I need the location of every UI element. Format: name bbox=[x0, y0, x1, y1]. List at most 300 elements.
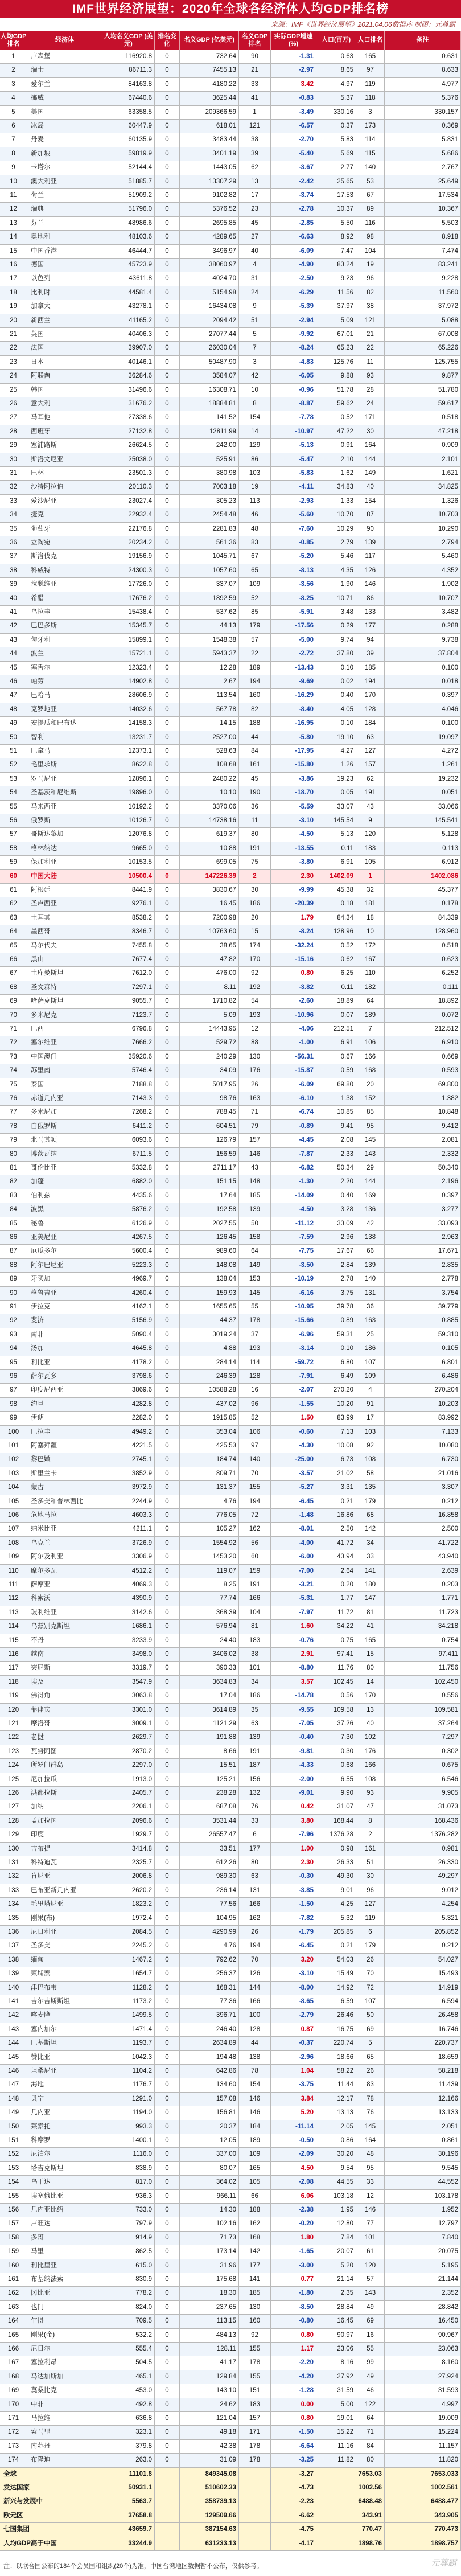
table-cell: 236.14 bbox=[180, 1884, 239, 1898]
economy-name: 哥斯达黎加 bbox=[27, 828, 102, 842]
table-cell: -2.38 bbox=[271, 2204, 316, 2217]
table-cell: 106 bbox=[356, 1036, 385, 1050]
table-row bbox=[0, 675, 461, 689]
table-cell: 100 bbox=[239, 2009, 271, 2023]
table-cell: 0 bbox=[155, 1342, 180, 1356]
table-cell: 3726.9 bbox=[102, 1537, 155, 1550]
table-cell: 4024.70 bbox=[180, 272, 239, 286]
table-cell: 0.11 bbox=[316, 981, 356, 995]
table-cell: 0.178 bbox=[385, 897, 461, 911]
table-cell: 6 bbox=[356, 1926, 385, 1939]
economy-name: 哈萨克斯坦 bbox=[27, 995, 102, 1008]
table-cell: 2.639 bbox=[385, 1565, 461, 1578]
table-cell: 3142.6 bbox=[102, 1606, 155, 1620]
table-cell: 0 bbox=[155, 1120, 180, 1134]
table-cell: 6126.9 bbox=[102, 1217, 155, 1231]
table-cell: 1499.5 bbox=[102, 2009, 155, 2023]
table-cell: 5.503 bbox=[385, 217, 461, 231]
table-cell: 4180.22 bbox=[180, 78, 239, 92]
table-cell: 0 bbox=[155, 745, 180, 758]
table-cell: 80.07 bbox=[180, 2162, 239, 2176]
economy-name: 斐济 bbox=[27, 1314, 102, 1328]
table-cell: 102.45 bbox=[316, 1676, 356, 1689]
table-cell: 0 bbox=[155, 1231, 180, 1245]
table-cell: 862.5 bbox=[102, 2245, 155, 2259]
table-cell: 2.67 bbox=[180, 675, 239, 689]
economy-name: 爱沙尼亚 bbox=[27, 495, 102, 508]
table-cell: -7.96 bbox=[271, 1828, 316, 1842]
table-cell: 2245.2 bbox=[102, 1939, 155, 1953]
table-cell: 0 bbox=[155, 717, 180, 731]
table-cell: 51885.7 bbox=[102, 175, 155, 189]
table-cell: 32 bbox=[356, 884, 385, 897]
table-cell: 89 bbox=[0, 1273, 27, 1286]
table-cell: 27 bbox=[0, 411, 27, 425]
table-cell: 0 bbox=[155, 453, 180, 467]
economy-name: 马达加斯加 bbox=[27, 2370, 102, 2384]
table-cell: -6.64 bbox=[271, 2440, 316, 2454]
table-cell: 187 bbox=[239, 1759, 271, 1773]
table-cell: 15 bbox=[356, 1648, 385, 1662]
table-cell: 139 bbox=[239, 1203, 271, 1217]
table-cell: 330.16 bbox=[316, 106, 356, 120]
header-cell: 人均GDP排名 bbox=[0, 31, 27, 50]
table-cell: 164 bbox=[356, 2134, 385, 2148]
table-cell: -5.27 bbox=[271, 1481, 316, 1495]
table-cell: 106 bbox=[0, 1509, 27, 1523]
table-cell: 101 bbox=[239, 1662, 271, 1675]
table-cell: 0 bbox=[155, 1217, 180, 1231]
table-cell: 36 bbox=[239, 801, 271, 814]
table-cell: 2.767 bbox=[385, 161, 461, 175]
economy-name: 土库曼斯坦 bbox=[27, 967, 102, 981]
table-cell: 0 bbox=[155, 1856, 180, 1870]
table-cell: 2084.5 bbox=[102, 1926, 155, 1939]
economy-name: 韩国 bbox=[27, 384, 102, 397]
economy-name: 比利时 bbox=[27, 286, 102, 300]
table-cell: 9.228 bbox=[385, 272, 461, 286]
table-row bbox=[0, 842, 461, 856]
table-cell: 49.18 bbox=[180, 2426, 239, 2439]
table-cell: 4390.9 bbox=[102, 1592, 155, 1606]
table-cell: -1.80 bbox=[271, 2287, 316, 2300]
table-cell: 136 bbox=[356, 1203, 385, 1217]
table-cell: 0 bbox=[155, 106, 180, 120]
table-cell: 7.13 bbox=[316, 1426, 356, 1439]
table-cell: 24.62 bbox=[180, 2398, 239, 2412]
table-cell: 1173.2 bbox=[102, 1995, 155, 2009]
table-cell: 83 bbox=[239, 536, 271, 550]
table-row bbox=[0, 1426, 461, 1439]
table-cell: 16.45 bbox=[316, 2315, 356, 2328]
table-cell: 13 bbox=[239, 175, 271, 189]
table-cell: 0.10 bbox=[316, 717, 356, 731]
table-row bbox=[0, 773, 461, 786]
table-cell: 18.30 bbox=[180, 2287, 239, 2300]
table-cell: 37.97 bbox=[316, 300, 356, 314]
table-cell: 16.75 bbox=[316, 2023, 356, 2037]
table-cell: 0 bbox=[155, 1676, 180, 1689]
table-cell: 156 bbox=[0, 2204, 27, 2217]
table-cell: 169 bbox=[0, 2384, 27, 2398]
table-cell: 33.51 bbox=[180, 1843, 239, 1856]
table-cell: 69 bbox=[356, 2315, 385, 2328]
totals-cell: 7653.03 bbox=[316, 2468, 385, 2481]
table-cell: 15.493 bbox=[385, 1967, 461, 1981]
table-cell: -8.24 bbox=[271, 342, 316, 355]
table-cell: 140 bbox=[356, 1273, 385, 1286]
table-cell: 8538.2 bbox=[102, 912, 155, 925]
table-cell: 492.8 bbox=[102, 2398, 155, 2412]
table-cell: 5.686 bbox=[385, 147, 461, 161]
table-cell: 0 bbox=[155, 2176, 180, 2189]
table-cell: 37.80 bbox=[316, 647, 356, 661]
table-cell: 136 bbox=[0, 1926, 27, 1939]
economy-name: 卢森堡 bbox=[27, 50, 102, 64]
table-row bbox=[0, 92, 461, 105]
economy-name: 莱索托 bbox=[27, 2120, 102, 2134]
economy-name: 瑞士 bbox=[27, 64, 102, 77]
table-cell: 182 bbox=[356, 981, 385, 995]
table-cell: 1453.20 bbox=[180, 1550, 239, 1564]
table-cell: 11.560 bbox=[385, 286, 461, 300]
table-cell: 119.07 bbox=[180, 1565, 239, 1578]
table-cell: 35 bbox=[0, 523, 27, 536]
table-cell: 838.9 bbox=[102, 2162, 155, 2176]
table-cell: 64 bbox=[356, 995, 385, 1008]
table-cell: 778.2 bbox=[102, 2287, 155, 2300]
table-cell: -15.87 bbox=[271, 1064, 316, 1078]
table-cell: 0 bbox=[155, 1453, 180, 1467]
table-cell: 60 bbox=[0, 870, 27, 884]
table-cell: 146 bbox=[356, 578, 385, 592]
table-cell: 54 bbox=[0, 786, 27, 800]
table-cell: 65.23 bbox=[316, 342, 356, 355]
table-cell: -17.95 bbox=[271, 745, 316, 758]
table-cell: 6411.2 bbox=[102, 1120, 155, 1134]
table-row bbox=[0, 523, 461, 536]
table-cell: 65 bbox=[239, 564, 271, 578]
table-cell: 0 bbox=[155, 2078, 180, 2092]
table-cell: 80 bbox=[356, 1662, 385, 1675]
table-cell: 6.252 bbox=[385, 967, 461, 981]
table-cell: 12 bbox=[239, 1023, 271, 1036]
table-cell: 0 bbox=[155, 1926, 180, 1939]
table-row bbox=[0, 786, 461, 800]
totals-cell bbox=[155, 2523, 180, 2537]
table-cell: 70 bbox=[356, 1967, 385, 1981]
table-cell: 8.11 bbox=[180, 981, 239, 995]
table-cell: 116920.8 bbox=[102, 50, 155, 64]
table-cell: 167 bbox=[356, 953, 385, 967]
economy-name: 黑山 bbox=[27, 953, 102, 967]
table-cell: 0 bbox=[155, 272, 180, 286]
table-cell: 67440.6 bbox=[102, 92, 155, 105]
table-cell: 48986.6 bbox=[102, 217, 155, 231]
table-cell: 0 bbox=[155, 314, 180, 328]
economy-name: 伯利兹 bbox=[27, 1189, 102, 1203]
table-cell: 33.09 bbox=[316, 1217, 356, 1231]
table-cell: 0 bbox=[155, 2051, 180, 2065]
table-cell: 5.376 bbox=[385, 92, 461, 105]
table-row bbox=[0, 1092, 461, 1106]
table-cell: 185 bbox=[356, 662, 385, 675]
table-cell: 5876.2 bbox=[102, 1203, 155, 1217]
table-cell: 209366.59 bbox=[180, 106, 239, 120]
table-cell: -9.81 bbox=[271, 1745, 316, 1759]
table-cell: 62 bbox=[356, 773, 385, 786]
table-cell: 0.113 bbox=[385, 842, 461, 856]
table-cell: 138 bbox=[239, 2051, 271, 2065]
table-cell: 33 bbox=[356, 1550, 385, 1564]
table-row bbox=[0, 758, 461, 772]
table-cell: 34.825 bbox=[385, 481, 461, 494]
table-cell: 0 bbox=[155, 1273, 180, 1286]
table-cell: 124 bbox=[0, 1759, 27, 1773]
table-cell: 5.460 bbox=[385, 550, 461, 564]
table-cell: 0 bbox=[155, 78, 180, 92]
table-cell: 39.78 bbox=[316, 1301, 356, 1314]
table-cell: 21.016 bbox=[385, 1467, 461, 1481]
table-cell: 7268.2 bbox=[102, 1106, 155, 1119]
table-cell: 1548.38 bbox=[180, 634, 239, 647]
table-cell: 0.212 bbox=[385, 1939, 461, 1953]
table-cell: 4.352 bbox=[385, 564, 461, 578]
economy-name: 阿尔及利亚 bbox=[27, 1550, 102, 1564]
economy-name: 乌克兰 bbox=[27, 1537, 102, 1550]
table-cell: 194.48 bbox=[180, 2051, 239, 2065]
table-cell: 98 bbox=[356, 231, 385, 244]
table-cell: 10.85 bbox=[316, 1106, 356, 1119]
economy-name: 巴林 bbox=[27, 467, 102, 481]
table-cell: 77 bbox=[356, 2217, 385, 2231]
table-cell: 6.912 bbox=[385, 856, 461, 869]
table-cell: 0 bbox=[155, 1898, 180, 1912]
table-cell: 29 bbox=[0, 439, 27, 453]
table-row bbox=[0, 1231, 461, 1245]
table-cell: 50 bbox=[0, 731, 27, 745]
table-cell: -1.50 bbox=[271, 2426, 316, 2439]
table-cell: 125.21 bbox=[180, 1773, 239, 1787]
table-cell: 109.581 bbox=[385, 1704, 461, 1717]
totals-cell: 770.473 bbox=[385, 2523, 461, 2537]
table-row bbox=[0, 64, 461, 77]
table-cell: 7677.4 bbox=[102, 953, 155, 967]
totals-row bbox=[0, 2468, 461, 2481]
table-cell: -3.57 bbox=[271, 1467, 316, 1481]
table-cell: 0.21 bbox=[316, 1495, 356, 1509]
table-row bbox=[0, 1217, 461, 1231]
table-cell: 11.820 bbox=[385, 2454, 461, 2467]
table-cell: 144 bbox=[356, 1175, 385, 1189]
table-cell: 817.0 bbox=[102, 2176, 155, 2189]
table-cell: 1376.282 bbox=[385, 1828, 461, 1842]
table-row bbox=[0, 1370, 461, 1384]
table-cell: -6.00 bbox=[271, 1550, 316, 1564]
table-cell: 567.78 bbox=[180, 703, 239, 717]
table-cell: 0.29 bbox=[316, 620, 356, 633]
table-cell: 149 bbox=[356, 467, 385, 481]
table-row bbox=[0, 647, 461, 661]
table-cell: -4.11 bbox=[271, 481, 316, 494]
table-cell: 13 bbox=[0, 217, 27, 231]
table-cell: -15.16 bbox=[271, 953, 316, 967]
table-cell: 141 bbox=[239, 2273, 271, 2287]
table-cell: 2.778 bbox=[385, 1273, 461, 1286]
table-cell: 4.25 bbox=[316, 1898, 356, 1912]
table-row bbox=[0, 1162, 461, 1175]
table-row bbox=[0, 1356, 461, 1370]
table-cell: 1.95 bbox=[316, 2204, 356, 2217]
table-cell: 0 bbox=[155, 1301, 180, 1314]
table-cell: 156 bbox=[239, 1773, 271, 1787]
economy-name: 毛里求斯 bbox=[27, 758, 102, 772]
table-cell: 30 bbox=[239, 884, 271, 897]
table-cell: 5.46 bbox=[316, 550, 356, 564]
table-cell: 0 bbox=[155, 2426, 180, 2439]
table-cell: -16.29 bbox=[271, 689, 316, 703]
totals-cell: 129509.66 bbox=[180, 2509, 239, 2523]
table-cell: 158 bbox=[0, 2232, 27, 2245]
table-cell: 1104.2 bbox=[102, 2065, 155, 2078]
table-cell: 149 bbox=[239, 1259, 271, 1273]
table-cell: 17.671 bbox=[385, 1245, 461, 1258]
table-cell: -3.56 bbox=[271, 578, 316, 592]
table-cell: 96 bbox=[356, 272, 385, 286]
table-cell: 3.20 bbox=[271, 1954, 316, 1967]
table-cell: 1194.0 bbox=[102, 2106, 155, 2120]
economy-name: 卢旺达 bbox=[27, 2217, 102, 2231]
table-cell: 95 bbox=[0, 1356, 27, 1370]
table-row bbox=[0, 1481, 461, 1495]
table-row bbox=[0, 1704, 461, 1717]
table-cell: 71 bbox=[356, 2426, 385, 2439]
table-row bbox=[0, 314, 461, 328]
table-cell: 6 bbox=[239, 1828, 271, 1842]
table-cell: 0 bbox=[155, 2440, 180, 2454]
totals-cell: 343.91 bbox=[316, 2509, 385, 2523]
economy-name: 阿尔巴尼亚 bbox=[27, 1259, 102, 1273]
table-row bbox=[0, 1537, 461, 1550]
table-cell: 2.77 bbox=[316, 161, 356, 175]
table-cell: 12.166 bbox=[385, 2093, 461, 2106]
table-cell: -1.79 bbox=[271, 1926, 316, 1939]
table-cell: 9 bbox=[356, 814, 385, 828]
table-cell: 49.30 bbox=[316, 1870, 356, 1884]
table-cell: 2027.55 bbox=[180, 1217, 239, 1231]
table-cell: 61 bbox=[356, 2245, 385, 2259]
table-cell: 139 bbox=[356, 1259, 385, 1273]
table-cell: 63 bbox=[0, 912, 27, 925]
table-cell: 189 bbox=[239, 662, 271, 675]
table-cell: 0 bbox=[155, 467, 180, 481]
table-cell: 4435.6 bbox=[102, 1189, 155, 1203]
table-cell: 5332.8 bbox=[102, 1162, 155, 1175]
table-cell: 1045.71 bbox=[180, 550, 239, 564]
totals-label: 发达国家 bbox=[0, 2481, 102, 2495]
table-cell: 17 bbox=[0, 272, 27, 286]
table-cell: 44 bbox=[239, 2037, 271, 2050]
table-cell: 184 bbox=[356, 717, 385, 731]
table-cell: 77.56 bbox=[180, 1898, 239, 1912]
table-cell: -5.83 bbox=[271, 467, 316, 481]
table-cell: 6796.8 bbox=[102, 1023, 155, 1036]
economy-name: 新加坡 bbox=[27, 147, 102, 161]
table-row bbox=[0, 1273, 461, 1286]
table-cell: 3531.44 bbox=[180, 1815, 239, 1828]
table-row bbox=[0, 1689, 461, 1703]
table-cell: 43611.8 bbox=[102, 272, 155, 286]
table-cell: 14 bbox=[356, 1676, 385, 1689]
source-line: 来源：IMF《世界经济展望》2021.04.06数据库 制图：元尊霸 bbox=[270, 20, 455, 28]
table-cell: 146 bbox=[239, 2106, 271, 2120]
table-cell: 4221.5 bbox=[102, 1439, 155, 1453]
table-cell: 4512.2 bbox=[102, 1565, 155, 1578]
table-cell: -2.60 bbox=[271, 995, 316, 1008]
table-row bbox=[0, 856, 461, 869]
table-cell: -2.08 bbox=[271, 2176, 316, 2189]
table-cell: 113 bbox=[0, 1606, 27, 1620]
table-cell: 3063.8 bbox=[102, 1689, 155, 1703]
table-cell: 205.852 bbox=[385, 1926, 461, 1939]
table-cell: 0 bbox=[155, 1704, 180, 1717]
table-cell: -56.31 bbox=[271, 1051, 316, 1064]
table-cell: 16434.08 bbox=[180, 300, 239, 314]
table-cell: 11.723 bbox=[385, 1606, 461, 1620]
table-cell: 7297.1 bbox=[102, 981, 155, 995]
table-cell: 6.486 bbox=[385, 1370, 461, 1384]
table-cell: 173.14 bbox=[180, 2245, 239, 2259]
table-cell: -10.96 bbox=[271, 1009, 316, 1023]
table-cell: 26 bbox=[239, 1078, 271, 1092]
table-cell: 162 bbox=[239, 1523, 271, 1536]
economy-name: 瓦努阿图 bbox=[27, 1745, 102, 1759]
table-cell: 2.30 bbox=[271, 1856, 316, 1870]
table-row bbox=[0, 1856, 461, 1870]
table-cell: 1.902 bbox=[385, 578, 461, 592]
table-cell: 0.52 bbox=[316, 411, 356, 425]
table-row bbox=[0, 1982, 461, 1995]
table-row bbox=[0, 828, 461, 842]
table-row bbox=[0, 995, 461, 1008]
table-cell: 529.72 bbox=[180, 1036, 239, 1050]
table-row bbox=[0, 592, 461, 606]
table-cell: 51 bbox=[356, 1856, 385, 1870]
table-cell: 9.74 bbox=[316, 634, 356, 647]
table-cell: 792.62 bbox=[180, 1954, 239, 1967]
table-cell: 0 bbox=[155, 1495, 180, 1509]
table-cell: 3498.0 bbox=[102, 1648, 155, 1662]
table-cell: 92 bbox=[0, 1314, 27, 1328]
table-cell: 22176.8 bbox=[102, 523, 155, 536]
table-cell: 0 bbox=[155, 2384, 180, 2398]
table-cell: 130 bbox=[239, 1051, 271, 1064]
table-cell: 1972.4 bbox=[102, 1912, 155, 1926]
table-cell: 2.20 bbox=[316, 1175, 356, 1189]
table-cell: 330.157 bbox=[385, 106, 461, 120]
table-cell: -8.00 bbox=[271, 1982, 316, 1995]
table-cell: 3 bbox=[356, 106, 385, 120]
table-cell: 52 bbox=[239, 1412, 271, 1425]
table-cell: 154 bbox=[356, 495, 385, 508]
table-cell: 2282.0 bbox=[102, 1412, 155, 1425]
table-cell: 160 bbox=[239, 689, 271, 703]
table-cell: 31.073 bbox=[385, 1800, 461, 1814]
table-cell: 0 bbox=[155, 1995, 180, 2009]
table-cell: 104 bbox=[356, 245, 385, 259]
table-cell: 154 bbox=[239, 2078, 271, 2092]
table-cell: 37.264 bbox=[385, 1717, 461, 1731]
